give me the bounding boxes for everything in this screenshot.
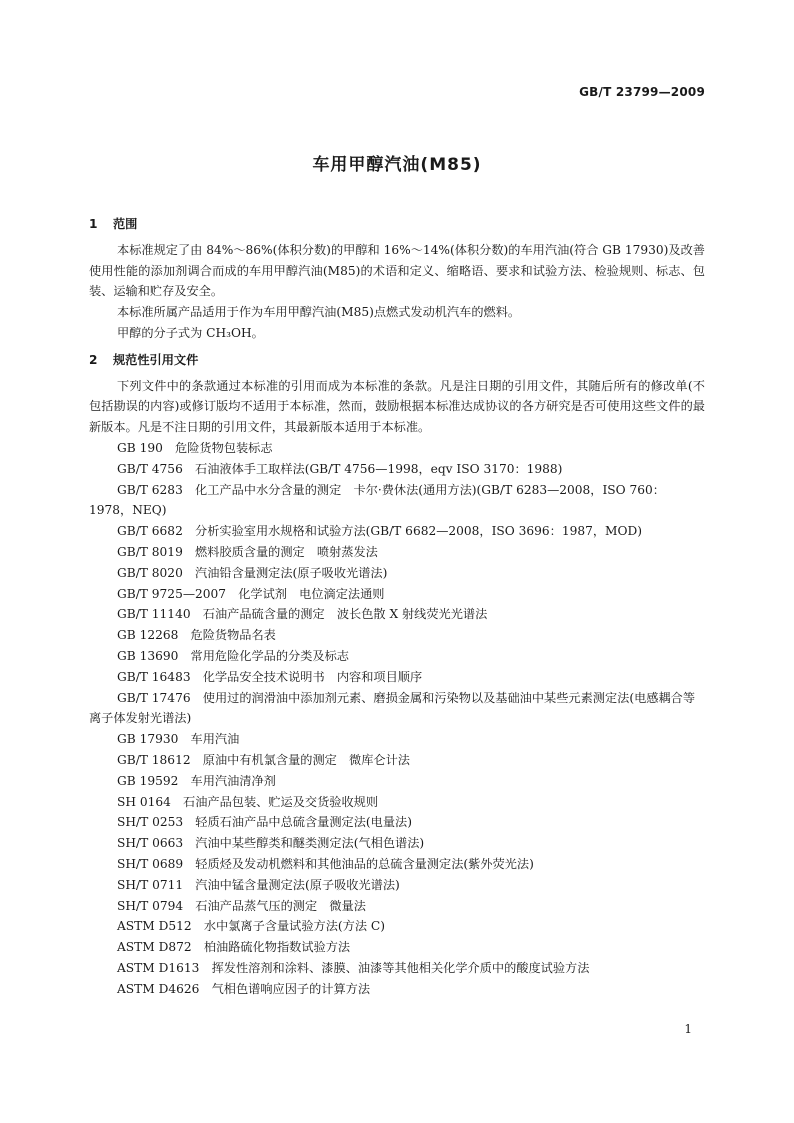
section-title: 规范性引用文件 [113, 352, 199, 367]
reference-item: GB/T 6283 化工产品中水分含量的测定 卡尔·费休法(通用方法)(GB/T 6283—2008，ISO 760：1978，NEQ) [89, 482, 665, 518]
reference-item: SH/T 0689 轻质烃及发动机燃料和其他油品的总硫含量测定法(紫外荧光法) [117, 856, 534, 871]
section-number: 1 [89, 217, 98, 231]
page-number: 1 [684, 1022, 692, 1036]
reference-item: ASTM D872 柏油路硫化物指数试验方法 [117, 940, 351, 955]
reference-item: GB/T 9725—2007 化学试剂 电位滴定法通则 [117, 586, 385, 601]
references-intro: 下列文件中的条款通过本标准的引用而成为本标准的条款。凡是注日期的引用文件，其随后所有的修改单(不包括勘误的内容)或修订版均不适用于本标准，然而，鼓励根据本标准达成协议的各方研究是否可使用这些文件的最新版本。凡是不注日期的引用文件，其最新版本适用于本标准。 [89, 378, 705, 435]
section-2-heading [89, 350, 705, 371]
reference-item: GB/T 17476 使用过的润滑油中添加剂元素、磨损金属和污染物以及基础油中某些元素测定法(电感耦合等离子体发射光谱法) [89, 690, 696, 726]
reference-item: GB/T 18612 原油中有机氯含量的测定 微库仑计法 [117, 752, 410, 767]
scope-paragraph: 本标准所属产品适用于作为车用甲醇汽油(M85)点燃式发动机汽车的燃料。 [117, 305, 521, 320]
reference-item: GB 12268 危险货物品名表 [117, 628, 276, 643]
standard-code: GB/T 23799—2009 [579, 85, 705, 99]
reference-item: SH/T 0711 汽油中锰含量测定法(原子吸收光谱法) [117, 877, 400, 892]
reference-item: GB/T 11140 石油产品硫含量的测定 波长色散 X 射线荧光光谱法 [117, 607, 488, 622]
reference-item: GB/T 16483 化学品安全技术说明书 内容和项目顺序 [117, 669, 423, 684]
reference-item: GB/T 4756 石油液体手工取样法(GB/T 4756—1998，eqv ISO 3170：1988) [117, 461, 563, 476]
section-1-heading [89, 214, 705, 235]
section-title: 范围 [113, 217, 138, 231]
document-title: 车用甲醇汽油(M85) [312, 155, 482, 175]
reference-item: SH/T 0253 轻质石油产品中总硫含量测定法(电量法) [117, 815, 412, 830]
document-body [89, 214, 705, 999]
reference-item: GB 17930 车用汽油 [117, 732, 240, 747]
reference-item: GB 13690 常用危险化学品的分类及标志 [117, 648, 349, 663]
reference-item: ASTM D4626 气相色谱响应因子的计算方法 [117, 981, 371, 996]
reference-item: GB/T 6682 分析实验室用水规格和试验方法(GB/T 6682—2008，ISO 3696：1987，MOD) [117, 524, 643, 539]
reference-list [89, 438, 705, 1000]
reference-item: SH 0164 石油产品包装、贮运及交货验收规则 [117, 794, 379, 809]
section-number: 2 [89, 352, 98, 367]
reference-item: SH/T 0663 汽油中某些醇类和醚类测定法(气相色谱法) [117, 836, 425, 851]
scope-paragraph: 本标准规定了由 84%～86%(体积分数)的甲醇和 16%～14%(体积分数)的车用汽油(符合 GB 17930)及改善使用性能的添加剂调合而成的车用甲醇汽油(M85)的术语和定义、缩略语、要求和试验方法、检验规则、标志、包装、运输和贮存及安全。 [89, 242, 705, 299]
reference-item: SH/T 0794 石油产品蒸气压的测定 微量法 [117, 898, 366, 913]
reference-item: GB/T 8019 燃料胶质含量的测定 喷射蒸发法 [117, 544, 378, 559]
scope-paragraph: 甲醇的分子式为 CH₃OH。 [117, 325, 264, 340]
reference-item: ASTM D1613 挥发性溶剂和涂料、漆膜、油漆等其他相关化学介质中的酸度试验方法 [117, 960, 590, 975]
reference-item: ASTM D512 水中氯离子含量试验方法(方法 C) [117, 919, 385, 934]
reference-item: GB/T 8020 汽油铅含量测定法(原子吸收光谱法) [117, 565, 388, 580]
reference-item: GB 190 危险货物包装标志 [117, 440, 273, 455]
reference-item: GB 19592 车用汽油清净剂 [117, 773, 276, 788]
